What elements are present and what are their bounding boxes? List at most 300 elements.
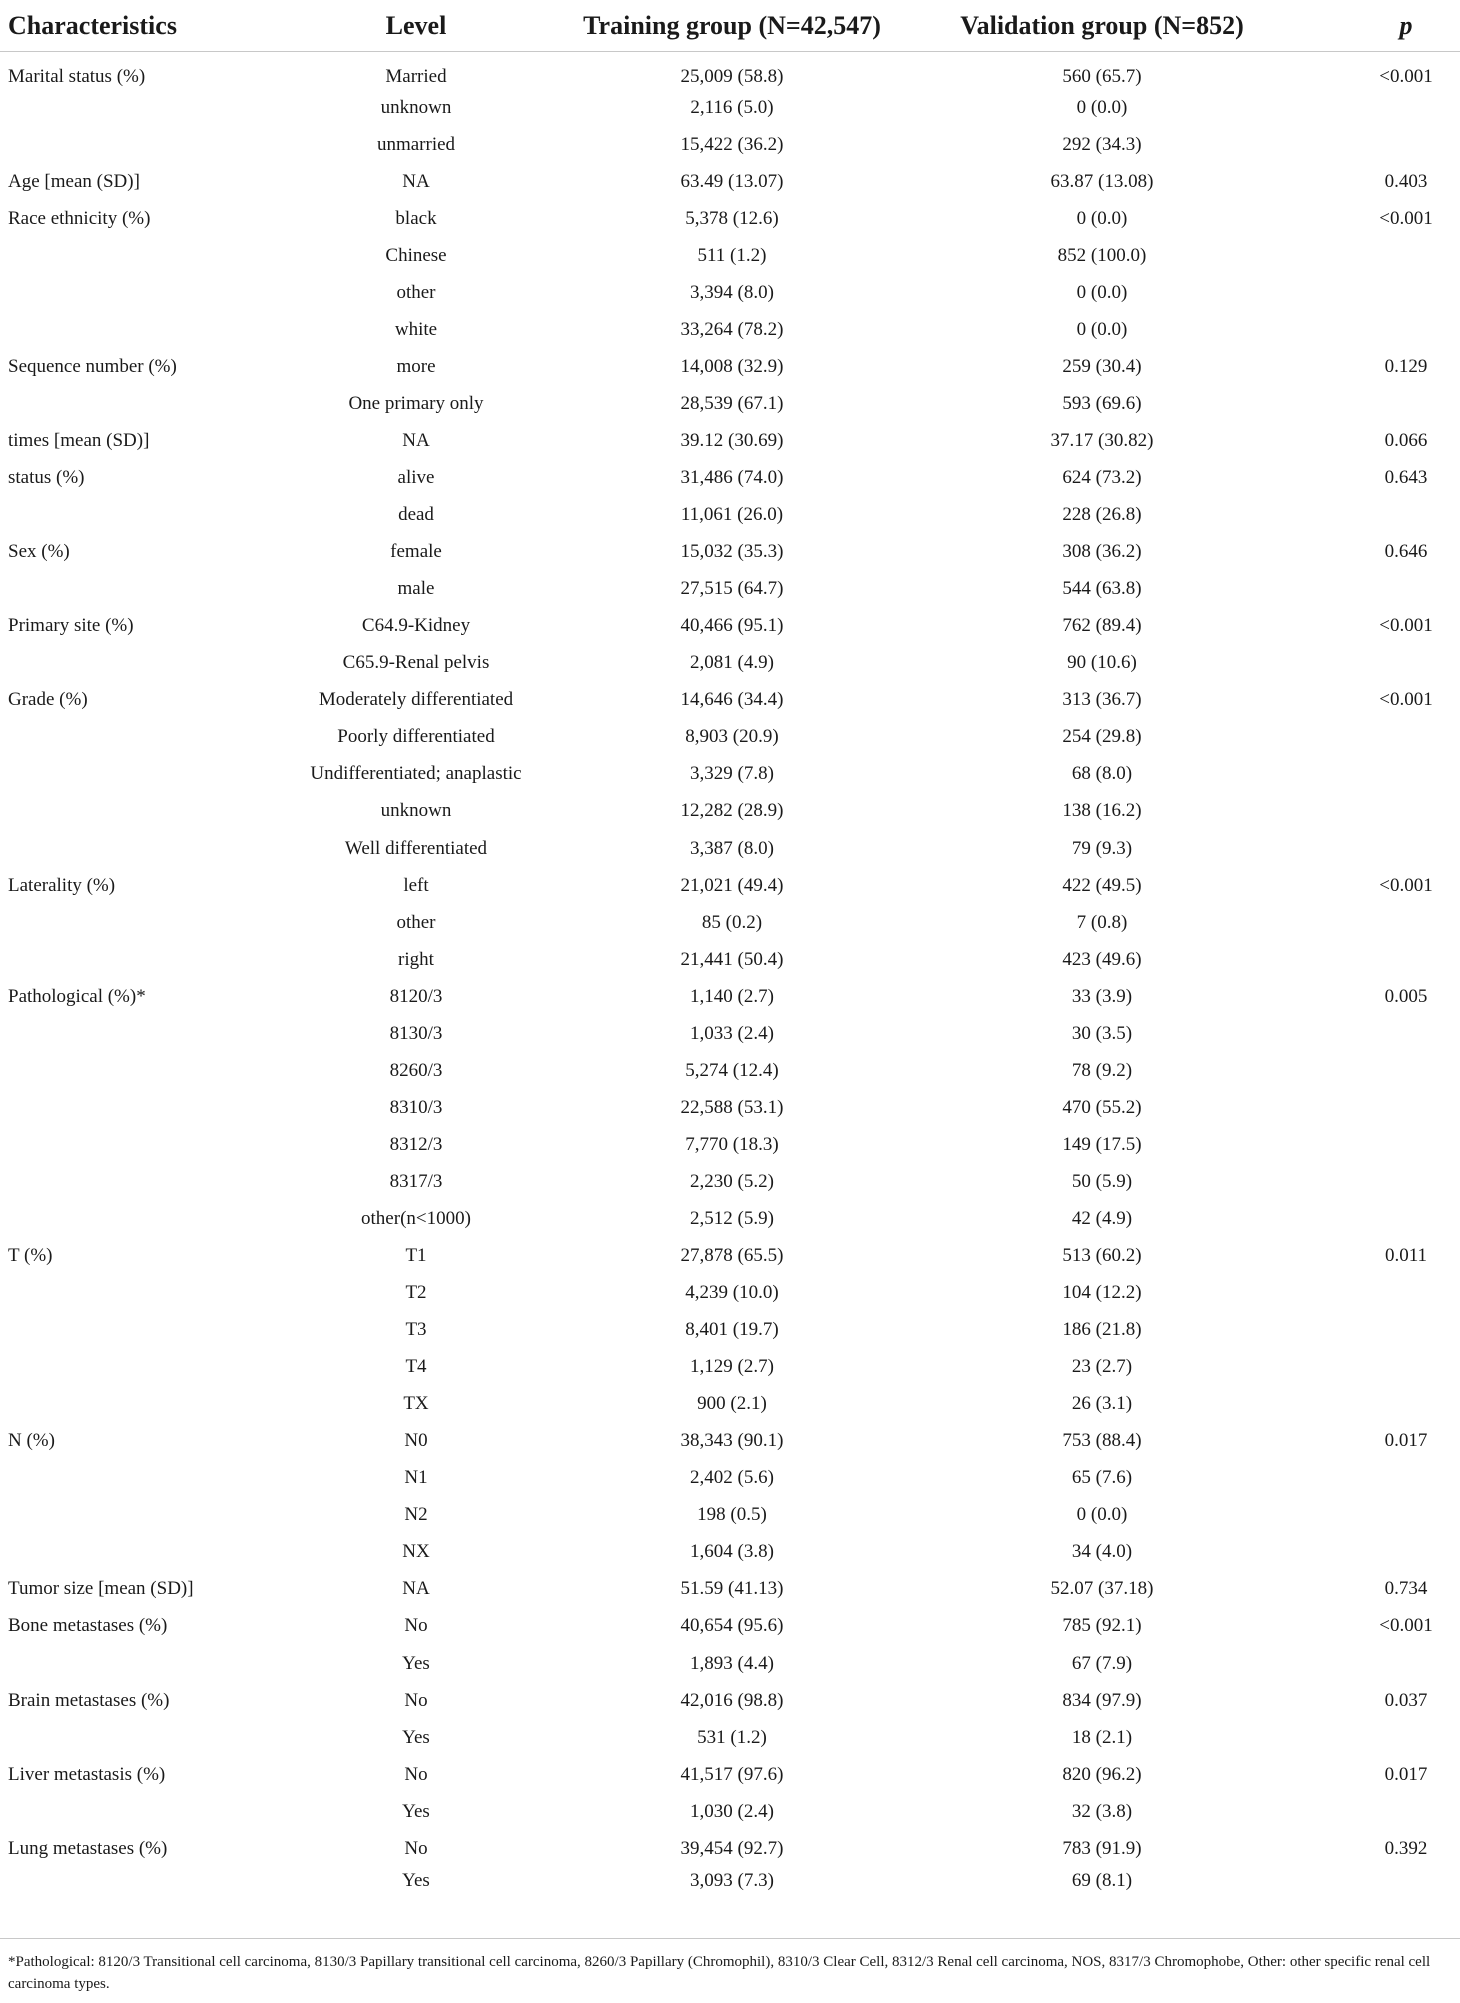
table-row [0, 941, 1460, 978]
cell-validation: 852 (100.0) [1057, 244, 1147, 266]
cell-validation: 313 (36.7) [1062, 689, 1142, 711]
table-row [0, 644, 1460, 681]
cell-training: 3,394 (8.0) [690, 281, 774, 303]
cell-level: 8260/3 [389, 1059, 443, 1081]
cell-p-value [1292, 385, 1460, 422]
cell-validation: 32 (3.8) [1071, 1800, 1133, 1822]
cell-training: 2,116 (5.0) [690, 96, 774, 118]
cell-validation: 67 (7.9) [1071, 1652, 1133, 1674]
table-row [0, 1607, 1460, 1644]
cell-training: 1,140 (2.7) [690, 985, 774, 1007]
cell-level: NA [402, 429, 430, 451]
cell-training: 1,604 (3.8) [690, 1541, 774, 1563]
cell-level: C65.9-Renal pelvis [342, 652, 490, 674]
cell-validation: 753 (88.4) [1062, 1430, 1142, 1452]
cell-level: 8312/3 [389, 1133, 443, 1155]
cell-training: 2,512 (5.9) [690, 1207, 774, 1229]
cell-p-value: 0.129 [1384, 355, 1428, 377]
cell-training: 11,061 (26.0) [680, 504, 784, 526]
cell-training: 39.12 (30.69) [680, 429, 784, 451]
cell-characteristic [0, 829, 280, 866]
table-row [0, 274, 1460, 311]
cell-p-value [1292, 1274, 1460, 1311]
cell-characteristic [0, 941, 280, 978]
cell-characteristic [0, 1311, 280, 1348]
table-row [0, 1089, 1460, 1126]
cell-characteristic [0, 1348, 280, 1385]
cell-training: 7,770 (18.3) [685, 1133, 779, 1155]
cell-validation: 762 (89.4) [1062, 615, 1142, 637]
cell-level: male [397, 578, 435, 600]
cell-characteristic: Lung metastases (%) [8, 1837, 168, 1859]
cell-level: right [398, 948, 434, 970]
cell-validation: 783 (91.9) [1062, 1837, 1142, 1859]
table-row [0, 1793, 1460, 1830]
cell-p-value [1292, 644, 1460, 681]
cell-training: 85 (0.2) [701, 911, 763, 933]
cell-training: 33,264 (78.2) [680, 318, 784, 340]
cell-validation: 785 (92.1) [1062, 1615, 1142, 1637]
table-row [0, 904, 1460, 941]
cell-characteristic [0, 89, 280, 126]
cell-training: 3,329 (7.8) [690, 763, 774, 785]
table-row [0, 496, 1460, 533]
cell-level: C64.9-Kidney [361, 615, 471, 637]
cell-characteristic [0, 496, 280, 533]
cell-p-value [1292, 89, 1460, 126]
header-characteristics: Characteristics [0, 0, 280, 52]
cell-p-value [1292, 1533, 1460, 1570]
table-row [0, 867, 1460, 904]
header-p-value: p [1292, 0, 1460, 52]
footnote-divider [0, 1938, 1460, 1939]
cell-characteristic [0, 904, 280, 941]
cell-characteristic: Primary site (%) [8, 615, 134, 637]
cell-training: 14,008 (32.9) [680, 355, 784, 377]
cell-characteristic: Tumor size [mean (SD)] [8, 1578, 194, 1600]
table-row [0, 126, 1460, 163]
table-body [0, 52, 1460, 1904]
cell-validation: 78 (9.2) [1071, 1059, 1133, 1081]
table-row [0, 533, 1460, 570]
cell-p-value [1292, 792, 1460, 829]
cell-validation: 34 (4.0) [1071, 1541, 1133, 1563]
cell-training: 28,539 (67.1) [680, 392, 784, 414]
cell-p-value [1292, 1867, 1460, 1904]
cell-level: NA [402, 1578, 430, 1600]
cell-characteristic: Sex (%) [8, 541, 70, 563]
cell-level: Married [385, 65, 447, 87]
table-row [0, 89, 1460, 126]
table-row [0, 237, 1460, 274]
cell-training: 27,878 (65.5) [680, 1245, 784, 1267]
cell-level: One primary only [348, 392, 484, 414]
cell-level: N2 [404, 1504, 428, 1526]
cell-validation: 560 (65.7) [1062, 65, 1142, 87]
cell-p-value [1292, 755, 1460, 792]
cell-level: unmarried [376, 133, 456, 155]
cell-p-value [1292, 941, 1460, 978]
table-row [0, 1422, 1460, 1459]
cell-level: 8130/3 [389, 1022, 443, 1044]
cell-training: 2,402 (5.6) [690, 1467, 774, 1489]
cell-p-value [1292, 1052, 1460, 1089]
cell-validation: 470 (55.2) [1062, 1096, 1142, 1118]
cell-characteristic [0, 1645, 280, 1682]
cell-training: 63.49 (13.07) [680, 170, 784, 192]
cell-level: Yes [402, 1800, 430, 1822]
cell-level: Yes [402, 1726, 430, 1748]
cell-training: 15,032 (35.3) [680, 541, 784, 563]
table-row [0, 1830, 1460, 1867]
cell-level: No [404, 1689, 428, 1711]
table-row [0, 1200, 1460, 1237]
cell-training: 1,030 (2.4) [690, 1800, 774, 1822]
header-validation-group: Validation group (N=852) [912, 0, 1292, 52]
cell-level: No [404, 1837, 428, 1859]
cell-level: T4 [405, 1356, 427, 1378]
cell-validation: 33 (3.9) [1071, 985, 1133, 1007]
cell-validation: 308 (36.2) [1062, 541, 1142, 563]
cell-characteristic [0, 237, 280, 274]
table-footnote: *Pathological: 8120/3 Transitional cell carcinoma, 8130/3 Papillary transitional cell carcinoma, 8260/3 Papillary (Chromophil), 8310/3 Clear Cell, 8312/3 Renal cell carcinoma, NOS, 8317/3 Chromophobe, Other: other specific renal cell carcinoma types. [8, 1954, 1431, 1992]
cell-training: 25,009 (58.8) [680, 65, 784, 87]
cell-characteristic [0, 1459, 280, 1496]
cell-training: 39,454 (92.7) [680, 1837, 784, 1859]
cell-validation: 104 (12.2) [1062, 1282, 1142, 1304]
cell-level: No [404, 1763, 428, 1785]
cell-training: 14,646 (34.4) [680, 689, 784, 711]
cell-level: Yes [402, 1652, 430, 1674]
cell-level: NA [402, 170, 430, 192]
table-row [0, 1052, 1460, 1089]
cell-p-value: 0.646 [1384, 541, 1428, 563]
cell-p-value [1292, 1645, 1460, 1682]
table-row [0, 1274, 1460, 1311]
cell-level: T3 [405, 1319, 427, 1341]
cell-p-value [1292, 1163, 1460, 1200]
cell-validation: 18 (2.1) [1071, 1726, 1133, 1748]
cell-validation: 292 (34.3) [1062, 133, 1142, 155]
cell-characteristic: N (%) [8, 1430, 55, 1452]
cell-p-value: <0.001 [1379, 615, 1433, 637]
cell-characteristic [0, 1793, 280, 1830]
cell-validation: 138 (16.2) [1062, 800, 1142, 822]
cell-p-value: 0.403 [1384, 170, 1428, 192]
cell-p-value [1292, 1089, 1460, 1126]
cell-characteristic [0, 792, 280, 829]
cell-validation: 513 (60.2) [1062, 1245, 1142, 1267]
cell-p-value [1292, 1719, 1460, 1756]
table-row [0, 200, 1460, 237]
cell-p-value [1292, 718, 1460, 755]
cell-p-value [1292, 1311, 1460, 1348]
cell-training: 4,239 (10.0) [685, 1282, 779, 1304]
cell-training: 2,081 (4.9) [690, 652, 774, 674]
cell-level: female [390, 541, 442, 563]
cell-training: 21,021 (49.4) [680, 874, 784, 896]
cell-training: 40,654 (95.6) [680, 1615, 784, 1637]
cell-training: 5,378 (12.6) [685, 207, 779, 229]
cell-p-value [1292, 1348, 1460, 1385]
cell-characteristic [0, 311, 280, 348]
cell-p-value: <0.001 [1379, 1615, 1433, 1637]
cell-characteristic: Age [mean (SD)] [8, 170, 140, 192]
cell-level: other [396, 911, 436, 933]
cell-level: left [403, 874, 429, 896]
table-row [0, 1570, 1460, 1607]
table-row [0, 385, 1460, 422]
cell-validation: 63.87 (13.08) [1050, 170, 1154, 192]
cell-validation: 42 (4.9) [1071, 1207, 1133, 1229]
header-row [0, 0, 1460, 52]
cell-characteristic [0, 1385, 280, 1422]
cell-p-value [1292, 274, 1460, 311]
cell-characteristic [0, 1496, 280, 1533]
cell-validation: 593 (69.6) [1062, 392, 1142, 414]
cell-level: black [395, 207, 437, 229]
cell-validation: 30 (3.5) [1071, 1022, 1133, 1044]
cell-characteristic [0, 126, 280, 163]
table-row [0, 422, 1460, 459]
table-row [0, 829, 1460, 866]
cell-training: 1,129 (2.7) [690, 1356, 774, 1378]
cell-p-value [1292, 829, 1460, 866]
cell-validation: 68 (8.0) [1071, 763, 1133, 785]
cell-validation: 186 (21.8) [1062, 1319, 1142, 1341]
cell-level: more [396, 355, 436, 377]
cell-characteristic: Brain metastases (%) [8, 1689, 170, 1711]
cell-p-value: 0.005 [1384, 985, 1428, 1007]
cell-validation: 79 (9.3) [1071, 837, 1133, 859]
table-row [0, 311, 1460, 348]
cell-validation: 52.07 (37.18) [1050, 1578, 1154, 1600]
cell-validation: 69 (8.1) [1071, 1869, 1133, 1891]
cell-characteristic [0, 1052, 280, 1089]
cell-validation: 259 (30.4) [1062, 355, 1142, 377]
cell-training: 51.59 (41.13) [680, 1578, 784, 1600]
cell-level: dead [398, 504, 434, 526]
cell-p-value [1292, 570, 1460, 607]
cell-training: 8,401 (19.7) [685, 1319, 779, 1341]
cell-validation: 50 (5.9) [1071, 1170, 1133, 1192]
cell-level: Undifferentiated; anaplastic [310, 763, 522, 785]
table-row [0, 1645, 1460, 1682]
cell-characteristic [0, 718, 280, 755]
table-row [0, 1163, 1460, 1200]
cell-level: 8120/3 [389, 985, 443, 1007]
cell-characteristic [0, 1200, 280, 1237]
cell-validation: 423 (49.6) [1062, 948, 1142, 970]
table-row [0, 1015, 1460, 1052]
cell-characteristic: Race ethnicity (%) [8, 207, 151, 229]
cell-p-value [1292, 1459, 1460, 1496]
cell-characteristic [0, 1274, 280, 1311]
cell-level: unknown [380, 96, 452, 118]
cell-level: other(n<1000) [361, 1207, 471, 1229]
cell-validation: 26 (3.1) [1071, 1393, 1133, 1415]
cell-p-value [1292, 1385, 1460, 1422]
cell-level: Yes [402, 1869, 430, 1891]
cell-characteristic: Sequence number (%) [8, 355, 177, 377]
table-row [0, 718, 1460, 755]
cell-characteristic [0, 1719, 280, 1756]
table-row [0, 1496, 1460, 1533]
table-row [0, 1311, 1460, 1348]
cell-characteristic: Bone metastases (%) [8, 1615, 168, 1637]
cell-level: alive [397, 467, 435, 489]
cell-p-value: 0.037 [1384, 1689, 1428, 1711]
cell-p-value [1292, 1793, 1460, 1830]
cell-characteristic: Marital status (%) [8, 65, 146, 87]
cell-level: other [396, 281, 436, 303]
cell-characteristic [0, 385, 280, 422]
cell-level: Chinese [385, 244, 447, 266]
cell-p-value: <0.001 [1379, 65, 1433, 87]
cell-characteristic [0, 644, 280, 681]
cell-validation: 544 (63.8) [1062, 578, 1142, 600]
cell-training: 40,466 (95.1) [680, 615, 784, 637]
cell-p-value [1292, 1126, 1460, 1163]
cell-level: Well differentiated [344, 837, 488, 859]
table-row [0, 1126, 1460, 1163]
cell-training: 3,093 (7.3) [690, 1869, 774, 1891]
cell-characteristic: Grade (%) [8, 689, 88, 711]
cell-characteristic: T (%) [8, 1245, 53, 1267]
cell-p-value [1292, 1200, 1460, 1237]
cell-characteristic: status (%) [8, 467, 85, 489]
cell-validation: 422 (49.5) [1062, 874, 1142, 896]
cell-validation: 834 (97.9) [1062, 1689, 1142, 1711]
table-row [0, 163, 1460, 200]
table-row [0, 978, 1460, 1015]
cell-training: 198 (0.5) [697, 1504, 767, 1526]
cell-validation: 0 (0.0) [1076, 207, 1128, 229]
cell-level: T1 [405, 1245, 427, 1267]
cell-p-value: 0.017 [1384, 1763, 1428, 1785]
cell-training: 27,515 (64.7) [680, 578, 784, 600]
cell-level: T2 [405, 1282, 427, 1304]
table-row [0, 1459, 1460, 1496]
cell-training: 8,903 (20.9) [685, 726, 779, 748]
table-row [0, 348, 1460, 385]
cell-validation: 254 (29.8) [1062, 726, 1142, 748]
cell-validation: 624 (73.2) [1062, 467, 1142, 489]
table-row [0, 1756, 1460, 1793]
cell-p-value: 0.017 [1384, 1430, 1428, 1452]
cell-characteristic [0, 755, 280, 792]
cell-characteristic [0, 274, 280, 311]
cell-characteristic: Liver metastasis (%) [8, 1763, 166, 1785]
cell-training: 21,441 (50.4) [680, 948, 784, 970]
cell-training: 42,016 (98.8) [680, 1689, 784, 1711]
cell-level: No [404, 1615, 428, 1637]
cell-validation: 0 (0.0) [1076, 318, 1128, 340]
cell-p-value: <0.001 [1379, 689, 1433, 711]
table-row [0, 1682, 1460, 1719]
cell-characteristic: Laterality (%) [8, 874, 116, 896]
cell-validation: 7 (0.8) [1076, 911, 1128, 933]
cell-p-value: 0.643 [1384, 467, 1428, 489]
cell-p-value: <0.001 [1379, 874, 1433, 896]
table-row [0, 1867, 1460, 1904]
cell-p-value [1292, 126, 1460, 163]
cell-p-value [1292, 904, 1460, 941]
cell-training: 31,486 (74.0) [680, 467, 784, 489]
cell-training: 2,230 (5.2) [690, 1170, 774, 1192]
table-row [0, 1348, 1460, 1385]
cell-validation: 23 (2.7) [1071, 1356, 1133, 1378]
cell-training: 531 (1.2) [697, 1726, 767, 1748]
cell-p-value [1292, 311, 1460, 348]
cell-characteristic: times [mean (SD)] [8, 429, 150, 451]
table-row [0, 681, 1460, 718]
cell-characteristic [0, 1533, 280, 1570]
table-header [0, 0, 1460, 52]
cell-characteristic [0, 1867, 280, 1904]
cell-characteristic [0, 1089, 280, 1126]
cell-level: white [394, 318, 438, 340]
cell-characteristic: Pathological (%)* [8, 985, 146, 1007]
cell-characteristic [0, 570, 280, 607]
cell-training: 3,387 (8.0) [690, 837, 774, 859]
cell-validation: 0 (0.0) [1076, 1504, 1128, 1526]
cell-level: 8310/3 [389, 1096, 443, 1118]
cell-level: Poorly differentiated [337, 726, 495, 748]
cell-validation: 37.17 (30.82) [1050, 429, 1154, 451]
cell-level: Moderately differentiated [318, 689, 514, 711]
cell-training: 22,588 (53.1) [680, 1096, 784, 1118]
cell-p-value [1292, 237, 1460, 274]
cell-validation: 65 (7.6) [1071, 1467, 1133, 1489]
header-level: Level [280, 0, 552, 52]
cell-p-value [1292, 496, 1460, 533]
cell-validation: 820 (96.2) [1062, 1763, 1142, 1785]
cell-training: 38,343 (90.1) [680, 1430, 784, 1452]
cell-p-value [1292, 1496, 1460, 1533]
cell-p-value [1292, 1015, 1460, 1052]
cell-level: N1 [404, 1467, 428, 1489]
cell-validation: 228 (26.8) [1062, 504, 1142, 526]
cell-level: N0 [404, 1430, 428, 1452]
cell-p-value: <0.001 [1379, 207, 1433, 229]
cell-characteristic [0, 1015, 280, 1052]
cell-training: 15,422 (36.2) [680, 133, 784, 155]
cell-level: TX [403, 1393, 429, 1415]
table-row [0, 1385, 1460, 1422]
table-row [0, 459, 1460, 496]
cell-training: 1,033 (2.4) [690, 1022, 774, 1044]
cell-level: NX [402, 1541, 430, 1563]
table-row [0, 52, 1460, 89]
cell-p-value: 0.734 [1384, 1578, 1428, 1600]
cell-level: 8317/3 [389, 1170, 443, 1192]
cell-validation: 90 (10.6) [1067, 652, 1137, 674]
table-row [0, 1719, 1460, 1756]
cell-validation: 0 (0.0) [1076, 281, 1128, 303]
cell-training: 1,893 (4.4) [690, 1652, 774, 1674]
cell-characteristic [0, 1126, 280, 1163]
cell-validation: 0 (0.0) [1076, 96, 1128, 118]
table-row [0, 1533, 1460, 1570]
cell-level: unknown [380, 800, 452, 822]
table-row [0, 755, 1460, 792]
table-row [0, 570, 1460, 607]
cell-p-value: 0.066 [1384, 429, 1428, 451]
cell-training: 511 (1.2) [697, 244, 767, 266]
table-row [0, 607, 1460, 644]
table-row [0, 1237, 1460, 1274]
